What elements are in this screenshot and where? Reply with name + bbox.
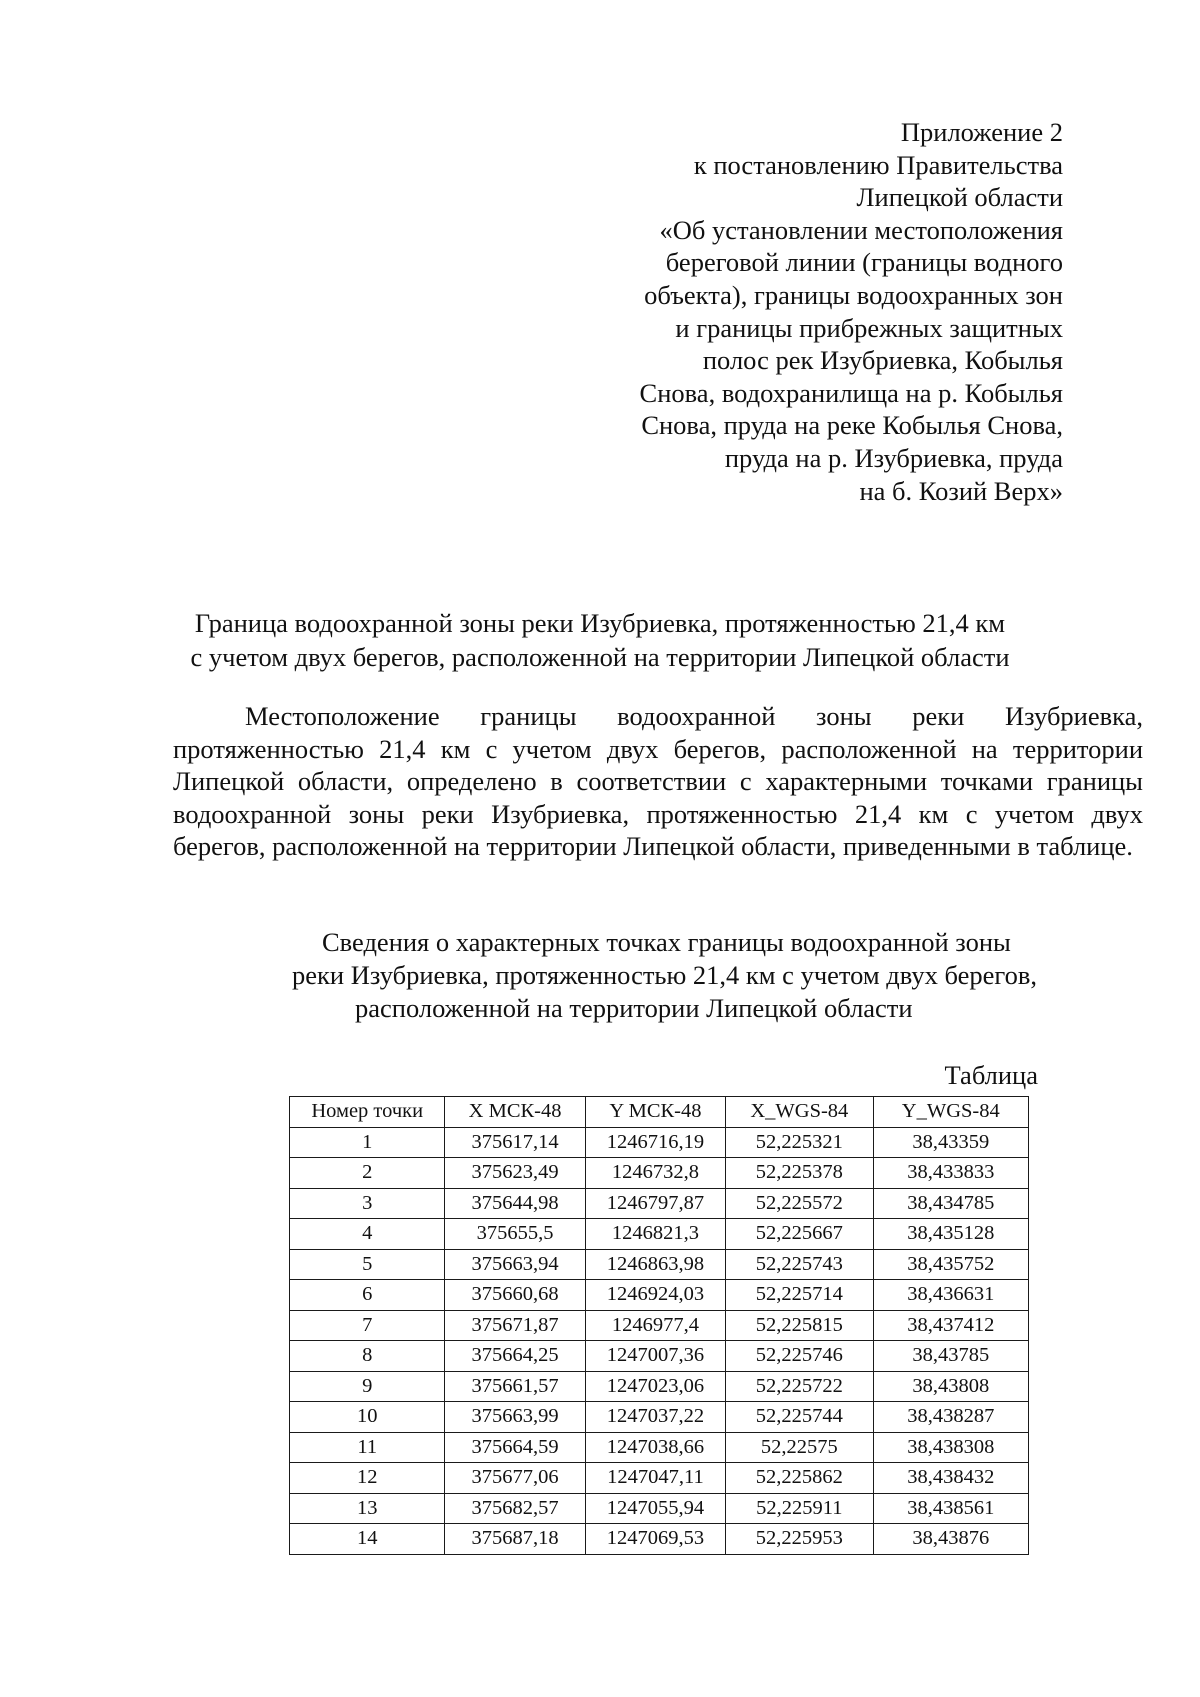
cell-y-msk: 1246797,87 bbox=[585, 1188, 725, 1219]
table-caption bbox=[0, 926, 1200, 1025]
cell-x-wgs: 52,225862 bbox=[726, 1463, 873, 1494]
table-body bbox=[290, 1127, 1029, 1554]
cell-y-wgs: 38,435752 bbox=[873, 1249, 1028, 1280]
header-y-msk: Y МСК-48 bbox=[585, 1097, 725, 1128]
table-row bbox=[290, 1341, 1029, 1372]
table-row bbox=[290, 1127, 1029, 1158]
cell-point-number: 1 bbox=[290, 1127, 445, 1158]
caption-line: реки Изубриевка, протяженностью 21,4 км с учетом двух берегов, bbox=[292, 960, 1038, 990]
cell-x-msk: 375677,06 bbox=[445, 1463, 585, 1494]
cell-y-msk: 1247038,66 bbox=[585, 1432, 725, 1463]
cell-y-msk: 1246977,4 bbox=[585, 1310, 725, 1341]
cell-y-wgs: 38,438432 bbox=[873, 1463, 1028, 1494]
cell-x-msk: 375644,98 bbox=[445, 1188, 585, 1219]
table-row bbox=[290, 1280, 1029, 1311]
cell-x-msk: 375664,59 bbox=[445, 1432, 585, 1463]
table-header-row bbox=[290, 1097, 1029, 1128]
appendix-header bbox=[640, 116, 1063, 507]
caption-line: расположенной на территории Липецкой области bbox=[355, 993, 913, 1023]
cell-y-wgs: 38,43359 bbox=[873, 1127, 1028, 1158]
cell-x-msk: 375671,87 bbox=[445, 1310, 585, 1341]
cell-y-msk: 1247047,11 bbox=[585, 1463, 725, 1494]
cell-y-msk: 1247069,53 bbox=[585, 1524, 725, 1555]
cell-x-wgs: 52,225321 bbox=[726, 1127, 873, 1158]
table-row bbox=[290, 1493, 1029, 1524]
appendix-line: Липецкой области bbox=[856, 182, 1063, 213]
cell-x-wgs: 52,225743 bbox=[726, 1249, 873, 1280]
cell-point-number: 2 bbox=[290, 1158, 445, 1189]
cell-x-msk: 375655,5 bbox=[445, 1219, 585, 1250]
cell-x-wgs: 52,22575 bbox=[726, 1432, 873, 1463]
cell-y-msk: 1247023,06 bbox=[585, 1371, 725, 1402]
table-row bbox=[290, 1219, 1029, 1250]
cell-x-wgs: 52,225744 bbox=[726, 1402, 873, 1433]
cell-point-number: 6 bbox=[290, 1280, 445, 1311]
cell-y-wgs: 38,433833 bbox=[873, 1158, 1028, 1189]
header-x-wgs: X_WGS-84 bbox=[726, 1097, 873, 1128]
table-row bbox=[290, 1371, 1029, 1402]
cell-x-wgs: 52,225572 bbox=[726, 1188, 873, 1219]
cell-point-number: 10 bbox=[290, 1402, 445, 1433]
cell-x-wgs: 52,225378 bbox=[726, 1158, 873, 1189]
cell-y-msk: 1246863,98 bbox=[585, 1249, 725, 1280]
cell-point-number: 5 bbox=[290, 1249, 445, 1280]
header-x-msk: X МСК-48 bbox=[445, 1097, 585, 1128]
cell-y-wgs: 38,438287 bbox=[873, 1402, 1028, 1433]
cell-y-wgs: 38,434785 bbox=[873, 1188, 1028, 1219]
cell-y-msk: 1247055,94 bbox=[585, 1493, 725, 1524]
appendix-line: на б. Козий Верх» bbox=[859, 475, 1063, 506]
table-row bbox=[290, 1463, 1029, 1494]
appendix-line: Приложение 2 bbox=[900, 117, 1063, 147]
header-y-wgs: Y_WGS-84 bbox=[873, 1097, 1028, 1128]
zone-title-line: с учетом двух берегов, расположенной на территории Липецкой области bbox=[190, 642, 1010, 672]
table-row bbox=[290, 1158, 1029, 1189]
cell-y-msk: 1246732,8 bbox=[585, 1158, 725, 1189]
cell-y-wgs: 38,437412 bbox=[873, 1310, 1028, 1341]
cell-y-wgs: 38,43876 bbox=[873, 1524, 1028, 1555]
cell-x-wgs: 52,225722 bbox=[726, 1371, 873, 1402]
cell-y-msk: 1247007,36 bbox=[585, 1341, 725, 1372]
zone-title-line: Граница водоохранной зоны реки Изубриевка, протяженностью 21,4 км bbox=[194, 608, 1006, 638]
cell-y-wgs: 38,436631 bbox=[873, 1280, 1028, 1311]
appendix-line: береговой линии (границы водного bbox=[665, 247, 1063, 278]
cell-x-wgs: 52,225815 bbox=[726, 1310, 873, 1341]
appendix-line: Снова, водохранилища на р. Кобылья bbox=[639, 377, 1063, 408]
appendix-line: полос рек Изубриевка, Кобылья bbox=[702, 345, 1063, 376]
body-paragraph: Местоположение границы водоохранной зоны реки Изубриевка, протяженностью 21,4 км с учетом двух берегов, расположенной на территории Липецкой области, определено в соответствии с характерными точками границы водоохранной зоны реки Изубриевка, протяженностью 21,4 км с учетом двух берегов, расположенной на территории Липецкой области, приведенными в таблице. bbox=[173, 701, 1143, 861]
cell-x-wgs: 52,225746 bbox=[726, 1341, 873, 1372]
table-row bbox=[290, 1188, 1029, 1219]
cell-x-msk: 375663,94 bbox=[445, 1249, 585, 1280]
cell-x-msk: 375663,99 bbox=[445, 1402, 585, 1433]
cell-x-wgs: 52,225714 bbox=[726, 1280, 873, 1311]
cell-point-number: 8 bbox=[290, 1341, 445, 1372]
coordinates-table bbox=[289, 1096, 1029, 1555]
cell-point-number: 9 bbox=[290, 1371, 445, 1402]
caption-line: Сведения о характерных точках границы водоохранной зоны bbox=[322, 927, 1011, 957]
appendix-line: пруда на р. Изубриевка, пруда bbox=[724, 442, 1063, 473]
table-label: Таблица bbox=[944, 1060, 1038, 1090]
appendix-line: «Об установлении местоположения bbox=[659, 214, 1063, 245]
cell-x-msk: 375687,18 bbox=[445, 1524, 585, 1555]
appendix-line: и границы прибрежных защитных bbox=[675, 312, 1063, 343]
cell-y-msk: 1246716,19 bbox=[585, 1127, 725, 1158]
cell-x-msk: 375682,57 bbox=[445, 1493, 585, 1524]
cell-point-number: 7 bbox=[290, 1310, 445, 1341]
cell-x-msk: 375617,14 bbox=[445, 1127, 585, 1158]
table-row bbox=[290, 1249, 1029, 1280]
cell-point-number: 14 bbox=[290, 1524, 445, 1555]
cell-point-number: 4 bbox=[290, 1219, 445, 1250]
table-row bbox=[290, 1524, 1029, 1555]
cell-y-msk: 1247037,22 bbox=[585, 1402, 725, 1433]
table-row bbox=[290, 1310, 1029, 1341]
cell-y-wgs: 38,438308 bbox=[873, 1432, 1028, 1463]
cell-y-wgs: 38,43808 bbox=[873, 1371, 1028, 1402]
table-row bbox=[290, 1402, 1029, 1433]
cell-x-wgs: 52,225911 bbox=[726, 1493, 873, 1524]
cell-x-msk: 375664,25 bbox=[445, 1341, 585, 1372]
cell-y-wgs: 38,43785 bbox=[873, 1341, 1028, 1372]
zone-boundary-title bbox=[0, 606, 1200, 674]
appendix-line: объекта), границы водоохранных зон bbox=[644, 279, 1063, 310]
cell-x-msk: 375660,68 bbox=[445, 1280, 585, 1311]
cell-point-number: 12 bbox=[290, 1463, 445, 1494]
header-point-number: Номер точки bbox=[290, 1097, 445, 1128]
cell-point-number: 13 bbox=[290, 1493, 445, 1524]
cell-y-wgs: 38,438561 bbox=[873, 1493, 1028, 1524]
cell-point-number: 3 bbox=[290, 1188, 445, 1219]
cell-x-msk: 375623,49 bbox=[445, 1158, 585, 1189]
cell-x-wgs: 52,225667 bbox=[726, 1219, 873, 1250]
cell-y-msk: 1246821,3 bbox=[585, 1219, 725, 1250]
cell-y-wgs: 38,435128 bbox=[873, 1219, 1028, 1250]
cell-y-msk: 1246924,03 bbox=[585, 1280, 725, 1311]
cell-point-number: 11 bbox=[290, 1432, 445, 1463]
cell-x-wgs: 52,225953 bbox=[726, 1524, 873, 1555]
appendix-line: Снова, пруда на реке Кобылья Снова, bbox=[641, 410, 1063, 441]
appendix-line: к постановлению Правительства bbox=[693, 149, 1063, 180]
table-row bbox=[290, 1432, 1029, 1463]
cell-x-msk: 375661,57 bbox=[445, 1371, 585, 1402]
